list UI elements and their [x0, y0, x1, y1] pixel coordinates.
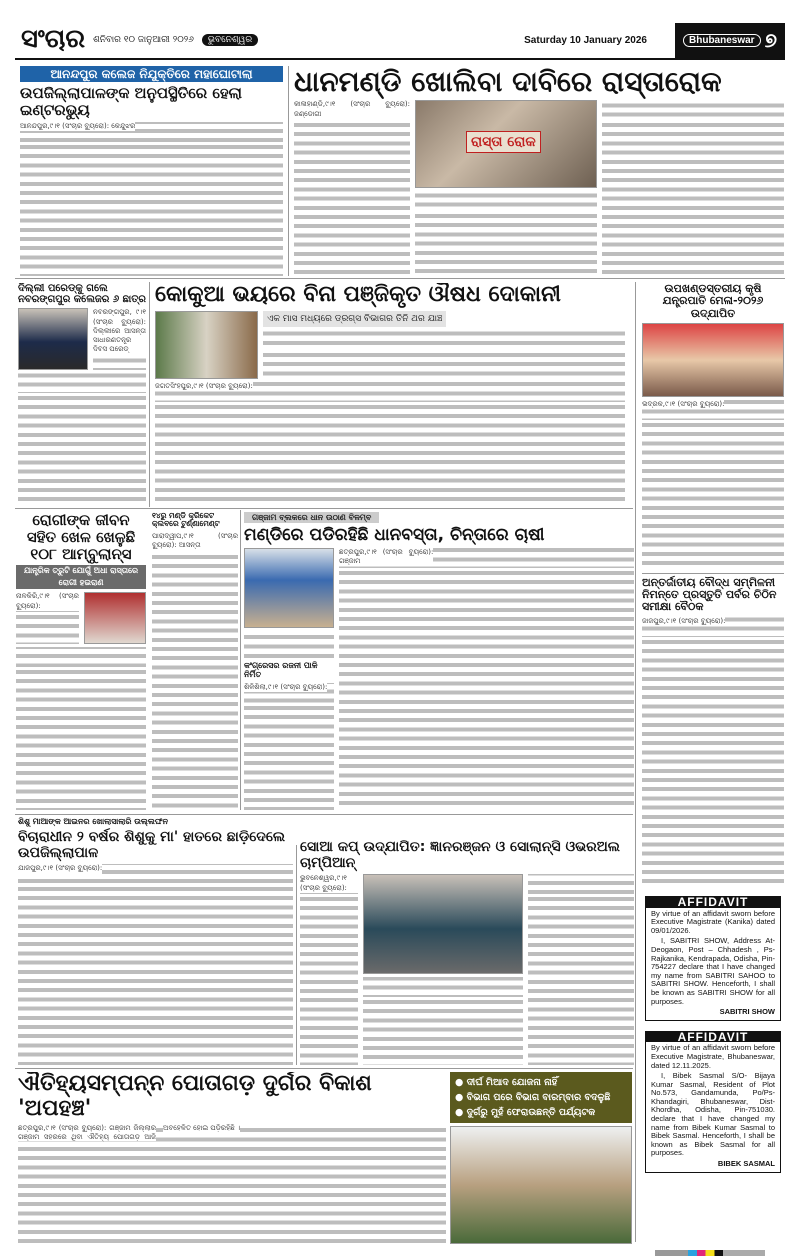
story-body [363, 977, 523, 1065]
story-s7 [152, 512, 238, 810]
fair-photo [642, 323, 784, 397]
masthead [15, 22, 785, 60]
story-body [300, 874, 358, 1065]
story-s6 [16, 512, 146, 810]
story-subhead: ଏକ ମାସ ମଧ୍ୟରେ ଡ୍ରଗ୍ସ ବିଭାଗର ତିନି ଥର ଯାଞ୍ଚ [263, 311, 446, 327]
paddy-market-photo [244, 548, 334, 628]
affidavit-intro: By virtue of an affidavit sworn before Executive Magistrate (Kanika) dated 09/01/2026. [651, 908, 775, 935]
highlight-text: ଦୁର୍ଗରୁ ମୁହଁ ଫେରାଉଛନ୍ତି ପର୍ଯ୍ୟଟକ [466, 1107, 596, 1118]
story-lead: ଭଦ୍ରକ,୯।୧ (ସଂଚାର ବ୍ୟୁରୋ): [642, 399, 725, 408]
story-headline: କୋକୁଆ ଭୟରେ ବିନା ପଞ୍ଜିକୃତ ଔଷଧ ଦୋକାନୀ [155, 283, 561, 307]
story-body [642, 617, 784, 888]
soa-cup-photo [363, 874, 523, 974]
story-headline: ୧୪ରୁ ମଣ୍ଡି କ୍ରିକେଟ କ୍ଲବରେ ଟୁର୍ଣ୍ଣାମେଣ୍ଟ [152, 512, 220, 529]
story-headline: ଉପଜିଲ୍ଲାପାଳଙ୍କ ଅନୁପସ୍ଥିତିରେ ହେଲା ଇଣ୍ଟରଭ୍ୟୁ [20, 84, 242, 119]
highlight-item: ● ବିଭାଗ ପରେ ବିଭାଗ ବାରମ୍ବାର ବଦଳୁଛି [455, 1092, 611, 1103]
story-kicker: ଯାନ୍ତ୍ରିକ ତ୍ରୁଟି ଯୋଗୁଁ ଅଧା ରାସ୍ତାରେ ରୋଗୀ ହଇରାଣ [16, 565, 146, 589]
story-s13 [18, 1072, 446, 1244]
story-body [152, 532, 238, 810]
right-column [642, 283, 784, 888]
banner-text: ରାସ୍ତା ରୋକ [466, 131, 541, 153]
affidavit-signature: BIBEK SASMAL [717, 1159, 775, 1169]
english-date: Saturday 10 January 2026 [524, 34, 647, 46]
odia-date: ଶନିବାର ୧୦ ଜାନୁଆରୀ ୨୦୨୬ [93, 35, 194, 45]
highlight-item: ● ଦୁର୍ଗରୁ ମୁହଁ ଫେରାଉଛନ୍ତି ପର୍ଯ୍ୟଟକ [455, 1107, 596, 1118]
story-body [294, 100, 410, 276]
ambulance-photo [84, 592, 146, 644]
story-s1 [20, 66, 283, 276]
story-lead: ଛତ୍ରପୁର,୯।୧ (ସଂଚାର ବ୍ୟୁରୋ): ଗଞ୍ଜାମ ଜିଲ୍ଲାର ଗଞ୍ଜାମ ସହରରେ ଥିବା ଐତିହ୍ୟ ପୋତାଗଡ଼ ଆଜି ଅବହେଳିତ ହୋଇ ପଡ଼ିରହିଛି । [18, 1124, 241, 1142]
story-headline: ଐତିହ୍ୟସମ୍ପନ୍ନ ପୋତାଗଡ଼ ଦୁର୍ଗର ବିକାଶ 'ଅପହଞ୍ଚ' [18, 1072, 372, 1121]
story-s8 [244, 512, 634, 810]
city-badge: ଭୁବନେଶ୍ୱର [202, 34, 258, 46]
affidavit-title: AFFIDAVIT [646, 1032, 780, 1043]
edition-badge [675, 23, 785, 58]
affidavit-title: AFFIDAVIT [646, 897, 780, 908]
story-s4 [155, 283, 625, 506]
story-lead: ଆନନ୍ଦପୁର,୯।୧ (ସଂଚାର ବ୍ୟୁରୋ): କେନ୍ଦୁଝର [20, 121, 136, 130]
story-lead: କାଳାହାଣ୍ଡି,୯।୧ (ସଂଚାର ବ୍ୟୁରୋ): ଜଣ୍ଡୋଗୀ [294, 100, 410, 118]
story-headline: ମଣ୍ଡିରେ ପଡିରହିଛି ଧାନବସ୍ତା, ଚିନ୍ତାରେ ଚାଷୀ [244, 525, 545, 545]
story-s3 [18, 283, 146, 506]
story-headline: ସୋଆ କପ୍ ଉଦ୍‌ଯାପିତ: ଜ୍ଞାନରଞ୍ଜନ ଓ ସୋଲାନ୍‌ସି ଓଭରଅଲ ଚାମ୍ପିଆନ୍ [300, 840, 620, 871]
affidavit-declaration: I, Bibek Sasmal S/O- Bijaya Kumar Sasmal, Resident of Plot No.573, Gandamunda, Po/Ps-Khandagiri, Bhubaneswar, Dist-Khordha, Odisha, Pin-751030. declare that I have changed my name from Bibek Kumar Sasmal to Bibek Sasmal. Henceforth, I shall be known as Bibek Sasmal for all purposes. [651, 1071, 775, 1158]
story-body [155, 382, 625, 506]
highlights-box [450, 1072, 632, 1123]
story-body [602, 100, 784, 276]
story-kicker: ଆନନ୍ଦପୁର କଲେଜ ନିଯୁକ୍ତିରେ ମହାଘୋଟାଲା [20, 66, 283, 82]
story-body [244, 683, 334, 810]
story-body [528, 874, 634, 1065]
story-headline: ବିଚାରାଧୀନ ୨ ବର୍ଷର ଶିଶୁକୁ ମା' ହାତରେ ଛାଡ଼ିଦେଲେ ଉପଜିଲ୍ଲାପାଳ [18, 829, 286, 861]
highlight-text: ଦୀର୍ଘ ମିଆଦ ଯୋଜନା ନାହିଁ [466, 1077, 558, 1088]
highlight-item: ● ଦୀର୍ଘ ମିଆଦ ଯୋଜନା ନାହିଁ [455, 1077, 558, 1088]
story-lead: ଭୁବନେଶ୍ୱର,୯।୧ (ସଂଚାର ବ୍ୟୁରୋ): [300, 874, 358, 892]
story-body [16, 647, 146, 810]
story-lead: ଜାଜପୁର,୯।୧ (ସଂଚାର ବ୍ୟୁରୋ): [642, 616, 726, 625]
cadets-photo [18, 308, 88, 370]
story-body [244, 631, 334, 659]
story-lead: ନାଳକିରି,୯।୧ (ସଂଚାର ବ୍ୟୁରୋ): [16, 592, 79, 610]
color-registration-bar [655, 1250, 765, 1256]
story-s11 [18, 817, 293, 1065]
story-lead: ନବରଙ୍ଗପୁର, ୯।୧ (ସଂଚାର ବ୍ୟୁରୋ): ଦିଲ୍ଲୀରେ ଆସନ୍ତା ସାଧାରଣତନ୍ତ୍ର ଦିବସ ପରେଡ୍ [93, 308, 146, 354]
story-headline: କଂଗ୍ରେସର ରଜନୀ ପାଳି ନିର୍ମିତ [244, 661, 318, 679]
story-lead: ଯାଜପୁର,୯।୧ (ସଂଚାର ବ୍ୟୁରୋ): [18, 864, 103, 873]
highlight-text: ବିଭାଗ ପରେ ବିଭାଗ ବାରମ୍ବାର ବଦଳୁଛି [466, 1092, 611, 1103]
affidavit-column [645, 896, 781, 1173]
story-headline: ଅନ୍ତର୍ଜାତୀୟ ବୌଦ୍ଧ ସମ୍ମିଳନୀ ନିମନ୍ତେ ପ୍ରସ୍ତୁତି ପର୍ବର ଚିଠିନ ସମୀକ୍ଷା ବୈଠକ [642, 575, 777, 614]
story-body [339, 548, 634, 810]
story-s13-sidebar [450, 1072, 632, 1244]
story-body [18, 864, 293, 1065]
story-body [93, 308, 146, 370]
story-body [16, 592, 79, 644]
story-body [415, 191, 597, 276]
affidavit-ad [645, 1031, 781, 1173]
story-headline: ଉପଖଣ୍ଡସ୍ତରୀୟ କୃଷି ଯନ୍ତ୍ରପାତି ମେଳା-୨୦୨୬ ଉଦ୍‌ଯାପିତ [662, 283, 764, 320]
story-headline: ରୋଗୀଙ୍କ ଜୀବନ ସହିତ ଖେଳ ଖେଳୁଛି ୧୦୮ ଆମ୍ବୁଲାନ୍ସ [26, 512, 136, 563]
affidavit-intro: By virtue of an affidavit sworn before Executive Magistrate, Bhubaneswar, dated 12.11.2025. [651, 1043, 775, 1070]
main-headline: ଧାନମଣ୍ଡି ଖୋଲିବା ଦାବିରେ ରାସ୍ତାରୋକ [294, 66, 722, 98]
story-body [263, 330, 625, 379]
story-lead: ଜଗତସିଂହପୁର,୯।୧ (ସଂଚାର ବ୍ୟୁରୋ): [155, 381, 253, 390]
affidavit-signature: SABITRI SHOW [719, 1007, 775, 1017]
story-s12 [300, 840, 634, 1065]
story-lead: ଶିଳିଶିଲା,୯।୧ (ସଂଚାର ବ୍ୟୁରୋ): [244, 682, 328, 691]
story-lead: ପାରାଦ୍ୱୀପ,୯।୧ (ସଂଚାର ବ୍ୟୁରୋ): ଆସନ୍ତା [152, 531, 238, 549]
logo: ସଂଚାର [21, 24, 86, 55]
story-kicker: ଶିଶୁ ମାଆଙ୍କ ଆଇନର ଖୋଲାସାଲାରି ଉଲ୍ଲଙ୍ଘନ [18, 817, 169, 826]
affidavit-declaration: I, SABITRI SHOW, Address At-Deogaon, Post – Chhadesh , Ps-Rajkanika, Kendrapada, Odisha, Pin-754227 declare that I have changed my name from SABITRI SAHOO to SABITRI SHOW. Henceforth, I shall be known as SABITRI SHOW for all purposes. [651, 936, 775, 1006]
story-body [18, 373, 146, 506]
story-lead: ଛତ୍ରପୁର,୯।୧ (ସଂଚାର ବ୍ୟୁରୋ): ଗଞ୍ଜାମ [339, 548, 434, 566]
edition-label: Bhubaneswar [683, 34, 761, 47]
story-body [18, 1124, 446, 1244]
story-body [20, 122, 283, 276]
page-number: ୭ [764, 28, 777, 52]
story-headline: ଦିଲ୍ଲୀ ପରେଡ୍‌କୁ ଗଲେ ନବରଙ୍ଗପୁର କଲେଜର ୬ ଛାତ୍ର [18, 283, 146, 306]
road-block-photo [415, 100, 597, 188]
fort-ruins-photo [450, 1126, 632, 1244]
story-body [642, 400, 784, 570]
story-s2 [294, 66, 784, 276]
story-kicker: ଗଞ୍ଜାମ ବ୍ଲକରେ ଧାନ ଉଠାଣ ବିଳମ୍ବ [244, 512, 379, 523]
pharmacy-photo [155, 311, 258, 379]
affidavit-ad [645, 896, 781, 1021]
